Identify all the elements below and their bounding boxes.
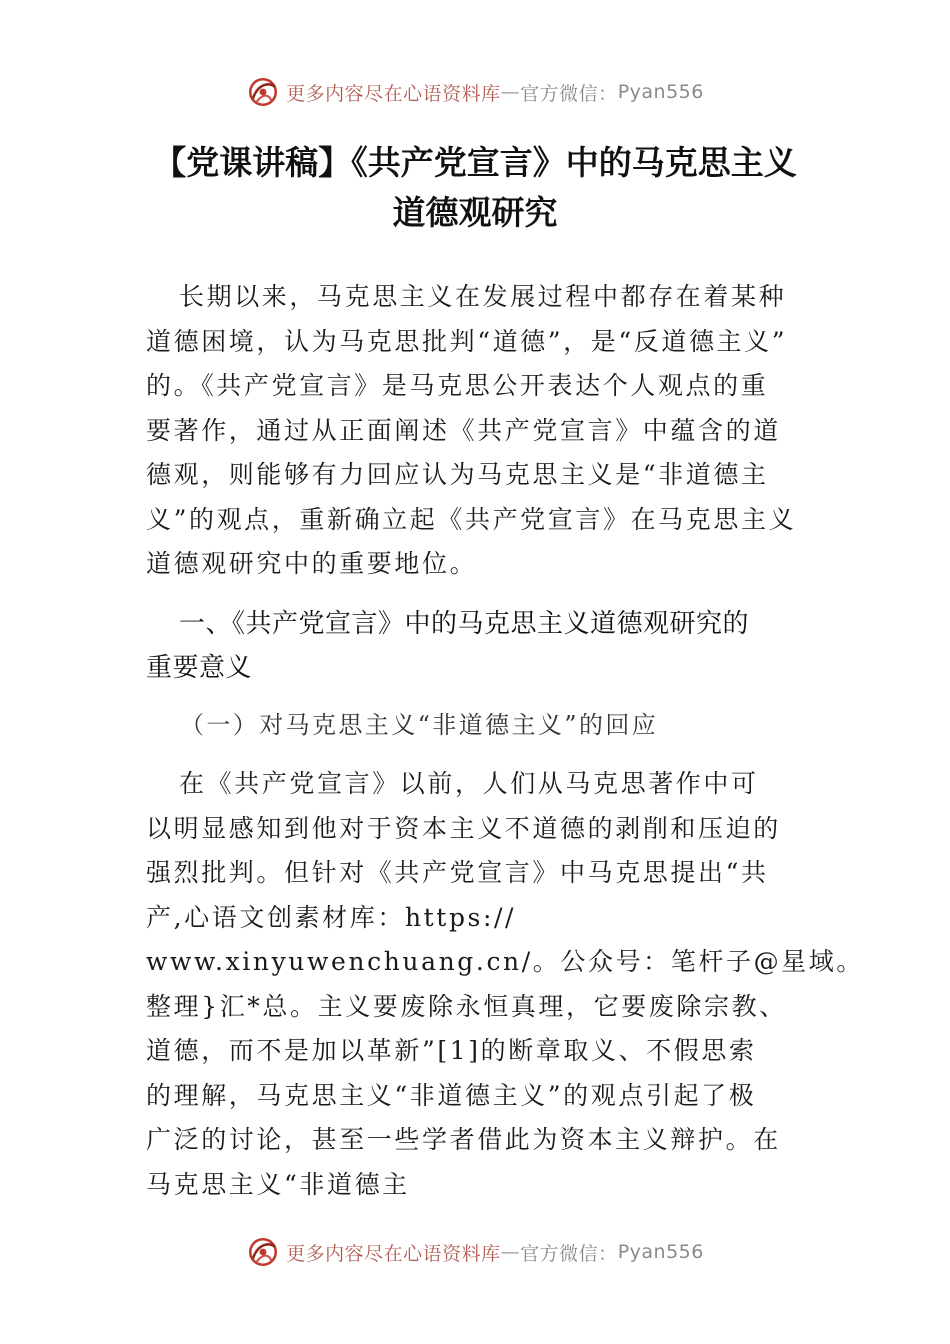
subsection-heading: （一）对马克思主义“非道德主义”的回应 [180,711,659,739]
text-line: 整理}汇*总。主义要废除永恒真理，它要废除宗教、 [146,991,787,1021]
banner-text: 更多内容尽在心语资料库 [286,1242,501,1265]
text-line: 义”的观点，重新确立起《共产党宣言》在马克思主义 [146,504,797,534]
text-line: 的。《共产党宣言》是马克思公开表达个人观点的重 [146,371,769,400]
text-line: www.xinyuwenchuang.cn/。公众号：笔杆子@星域。 [146,947,864,976]
title-line-1: 【党课讲稿】《共产党宣言》中的马克思主义 [153,143,797,182]
document-title [140,138,810,238]
intro-paragraph [146,275,812,587]
banner-account: Pyan556 [617,81,704,103]
text-line: 在《共产党宣言》以前，人们从马克思著作中可 [179,769,759,798]
banner-account: Pyan556 [617,1241,704,1263]
text-line: 道德观研究中的重要地位。 [146,549,478,578]
banner-wechat-label: 官方微信： [520,1242,618,1265]
banner-separator: — [500,1241,521,1263]
text-line: 的理解，马克思主义“非道德主义”的观点引起了极 [146,1080,757,1110]
text-line: 长期以来，马克思主义在发展过程中都存在着某种 [179,282,787,311]
title-line-2: 道德观研究 [392,193,558,232]
text-line: 以明显感知到他对于资本主义不道德的剥削和压迫的 [146,813,781,843]
red-swirl-logo-icon [246,75,280,109]
header-watermark-banner [0,72,950,112]
heading-line-1: 一、《共产党宣言》中的马克思主义道德观研究的 [179,609,750,639]
heading-line-2: 重要意义 [146,653,253,683]
text-line: 道德困境，认为马克思批判“道德”，是“反道德主义” [146,326,788,356]
section-heading [146,602,816,690]
footer-watermark-banner [0,1232,950,1272]
text-line: 道德，而不是加以革新”[1]的断章取义、不假思索 [146,1036,757,1065]
text-line: 广泛的讨论，甚至一些学者借此为资本主义辩护。在 [146,1125,781,1154]
text-line: 马克思主义“非道德主 [146,1169,410,1199]
banner-separator: — [500,81,521,103]
banner-wechat-label: 官方微信： [520,82,618,105]
body-paragraph [146,762,864,1207]
text-line: 德观，则能够有力回应认为马克思主义是“非道德主 [146,460,769,489]
text-line: 要著作，通过从正面阐述《共产党宣言》中蕴含的道 [146,415,781,445]
red-swirl-logo-icon [246,1235,280,1269]
text-line: 强烈批判。但针对《共产党宣言》中马克思提出“共 [146,858,769,887]
banner-text: 更多内容尽在心语资料库 [286,82,501,105]
text-line: 产,心语文创素材库：https:// [146,902,517,932]
